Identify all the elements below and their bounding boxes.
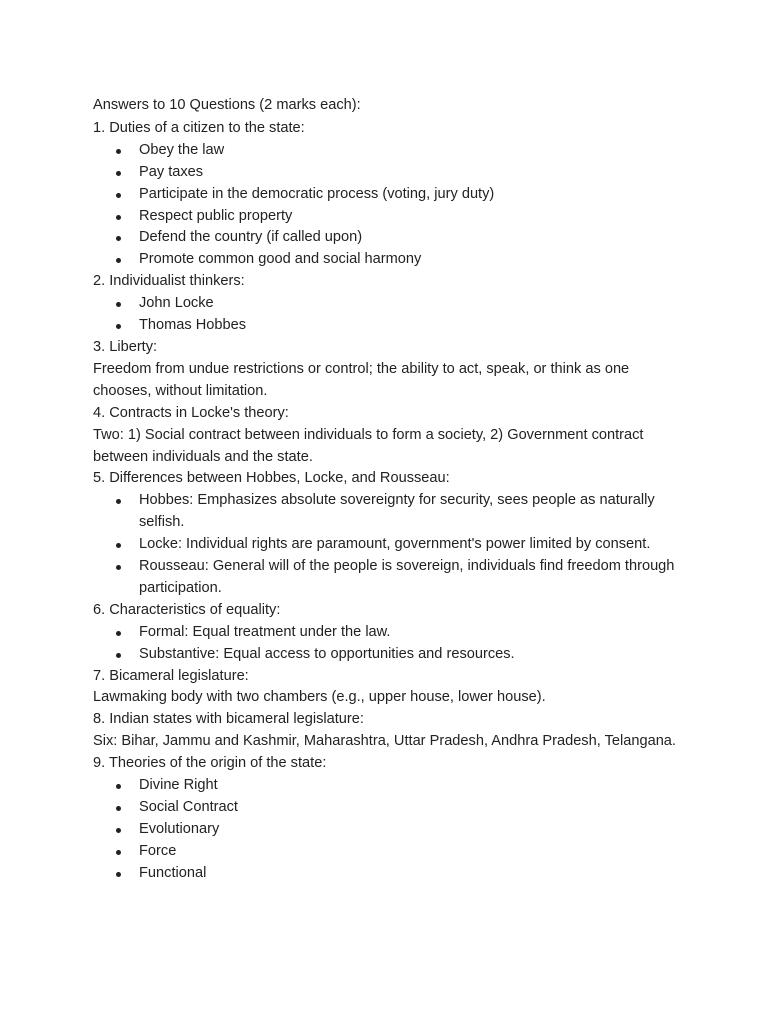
question-title: 7. Bicameral legislature: <box>93 667 249 684</box>
question-title: 5. Differences between Hobbes, Locke, and Rousseau: <box>93 470 450 487</box>
question-title: 9. Theories of the origin of the state: <box>93 755 327 772</box>
list-item-text: Divine Right <box>139 777 218 794</box>
bullet-icon <box>116 258 121 263</box>
list-item-text: Locke: Individual rights are paramount, government's power limited by consent. <box>139 536 651 553</box>
answer-list <box>93 622 678 666</box>
bullet-icon <box>116 828 121 833</box>
question-title: 6. Characteristics of equality: <box>93 601 281 618</box>
bullet-icon <box>116 850 121 855</box>
bullet-icon <box>116 565 121 570</box>
bullet-icon <box>116 499 121 504</box>
list-item <box>93 184 678 206</box>
bullet-icon <box>116 872 121 877</box>
list-item <box>93 315 678 337</box>
list-item <box>93 490 678 534</box>
answer-text: Two: 1) Social contract between individuals to form a society, 2) Government contract between individuals and the state. <box>93 426 644 465</box>
list-item <box>93 841 678 863</box>
list-item <box>93 534 678 556</box>
list-item-text: Functional <box>139 864 207 881</box>
question-title: 8. Indian states with bicameral legislature: <box>93 711 364 728</box>
list-item <box>93 863 678 885</box>
answer-text: Lawmaking body with two chambers (e.g., upper house, lower house). <box>93 689 546 706</box>
document-page <box>93 95 678 885</box>
bullet-icon <box>116 215 121 220</box>
list-item <box>93 227 678 249</box>
list-item <box>93 644 678 666</box>
list-item <box>93 775 678 797</box>
bullet-icon <box>116 784 121 789</box>
list-item <box>93 249 678 271</box>
answer-list <box>93 293 678 337</box>
list-item-text: Evolutionary <box>139 820 220 837</box>
answer-list <box>93 775 678 885</box>
list-item-text: Pay taxes <box>139 163 204 180</box>
list-item <box>93 140 678 162</box>
list-item <box>93 162 678 184</box>
list-item-text: Force <box>139 842 177 859</box>
document-heading: Answers to 10 Questions (2 marks each): <box>93 97 361 113</box>
question-title: 2. Individualist thinkers: <box>93 273 245 290</box>
bullet-icon <box>116 631 121 636</box>
list-item-text: Social Contract <box>139 799 238 815</box>
list-item <box>93 622 678 644</box>
bullet-icon <box>116 302 121 307</box>
list-item <box>93 556 678 600</box>
bullet-icon <box>116 171 121 176</box>
bullet-icon <box>116 149 121 154</box>
bullet-icon <box>116 193 121 198</box>
answer-text: Freedom from undue restrictions or control; the ability to act, speak, or think as one chooses, without limitation. <box>93 360 630 399</box>
question-title: 1. Duties of a citizen to the state: <box>93 119 305 136</box>
list-item-text: Defend the country (if called upon) <box>139 229 363 246</box>
question-title: 3. Liberty: <box>93 338 158 355</box>
list-item-text: Participate in the democratic process (voting, jury duty) <box>139 185 495 202</box>
bullet-icon <box>116 806 121 811</box>
answer-text: Six: Bihar, Jammu and Kashmir, Maharashtra, Uttar Pradesh, Andhra Pradesh, Telangana. <box>93 733 676 750</box>
list-item <box>93 293 678 315</box>
list-item-text: Rousseau: General will of the people is sovereign, individuals find freedom through participation. <box>139 558 675 596</box>
list-item <box>93 797 678 819</box>
list-item-text: Promote common good and social harmony <box>139 251 422 268</box>
list-item-text: Hobbes: Emphasizes absolute sovereignty for security, sees people as naturally selfish. <box>139 492 655 531</box>
bullet-icon <box>116 543 121 548</box>
answer-list <box>93 140 678 271</box>
list-item-text: John Locke <box>139 295 214 312</box>
bullet-icon <box>116 324 121 329</box>
list-item-text: Thomas Hobbes <box>139 317 247 334</box>
list-item-text: Respect public property <box>139 207 293 224</box>
list-item-text: Obey the law <box>139 141 225 158</box>
list-item <box>93 206 678 228</box>
bullet-icon <box>116 653 121 658</box>
list-item-text: Formal: Equal treatment under the law. <box>139 623 391 640</box>
list-item <box>93 819 678 841</box>
list-item-text: Substantive: Equal access to opportunities and resources. <box>139 645 515 662</box>
bullet-icon <box>116 236 121 241</box>
answer-list <box>93 490 678 600</box>
question-title: 4. Contracts in Locke's theory: <box>93 404 289 421</box>
